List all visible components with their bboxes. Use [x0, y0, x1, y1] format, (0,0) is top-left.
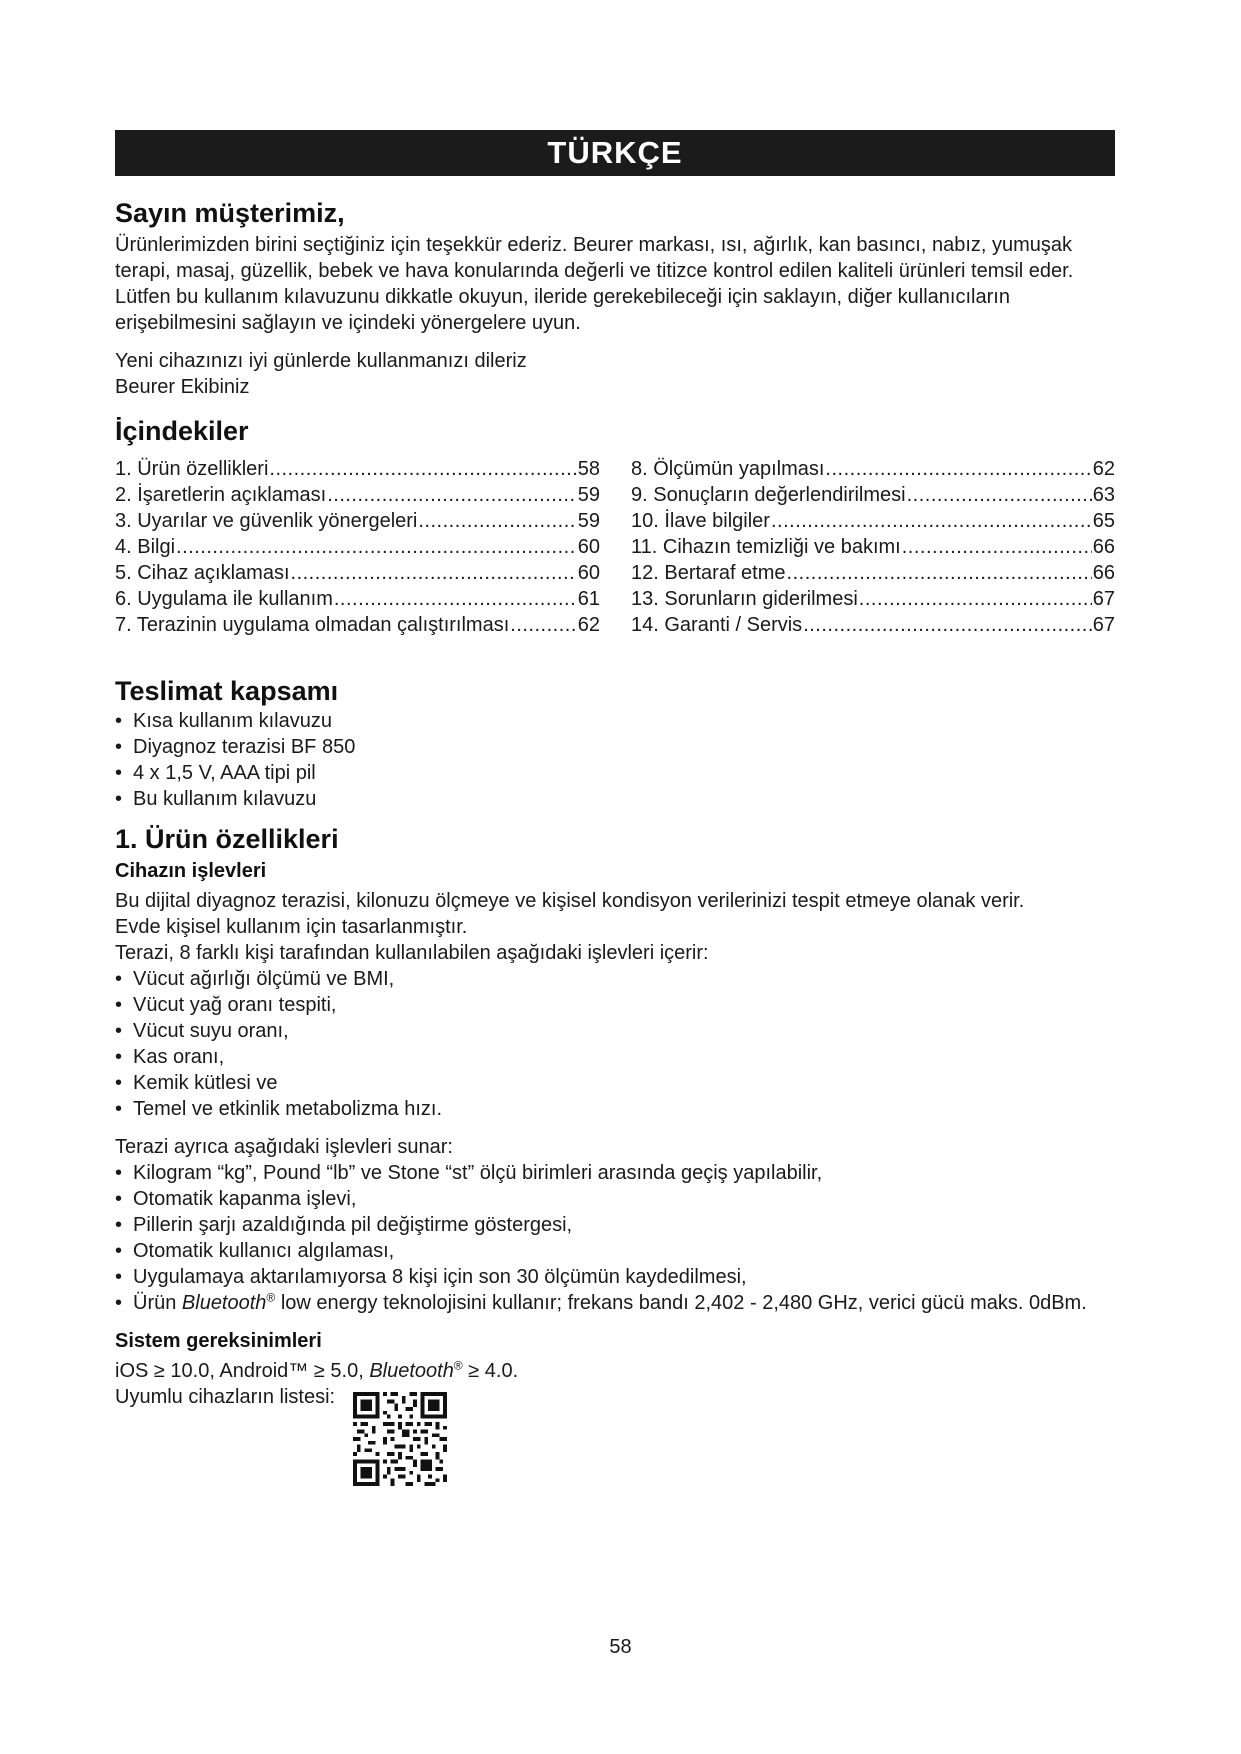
- functions-intro-1: Bu dijital diyagnoz terazisi, kilonuzu ölçmeye ve kişisel kondisyon verilerinizi tespit etmeye olanak verir.: [115, 890, 1025, 912]
- toc-entry[interactable]: [631, 560, 1115, 586]
- table-of-contents: [115, 456, 1115, 646]
- toc-entry[interactable]: [115, 508, 600, 534]
- toc-leader: [291, 560, 577, 586]
- section1-heading: 1. Ürün özellikleri: [115, 824, 339, 854]
- page-number: 58: [609, 1636, 632, 1658]
- toc-leader: [803, 612, 1092, 638]
- greeting-paragraph-2: Lütfen bu kullanım kılavuzunu dikkatle okuyun, ileride gerekebileceği için saklayın, diğer kullanıcıların erişebilmesini sağlayın ve içindeki yönergelere uyun.: [115, 286, 1010, 334]
- compatible-devices-row: [115, 1384, 1115, 1486]
- system-requirements-os: iOS ≥ 10.0, Android™ ≥ 5.0,: [115, 1360, 370, 1382]
- toc-entry[interactable]: [631, 586, 1115, 612]
- toc-leader: [334, 586, 577, 612]
- list-item: • Diyagnoz terazisi BF 850: [115, 734, 1115, 760]
- greeting-closing-2: Beurer Ekibiniz: [115, 376, 250, 398]
- toc-entry-title: 6. Uygulama ile kullanım: [115, 588, 333, 610]
- system-requirements-heading: Sistem gereksinimleri: [115, 1330, 322, 1352]
- toc-entry[interactable]: [115, 560, 600, 586]
- registered-mark: ®: [266, 1290, 276, 1305]
- delivery-list: [115, 708, 1115, 812]
- list-item: • Temel ve etkinlik metabolizma hızı.: [115, 1096, 1115, 1122]
- toc-entry-page: 59: [577, 510, 600, 532]
- list-item: • Otomatik kapanma işlevi,: [115, 1186, 1115, 1212]
- toc-entry-page: 62: [577, 614, 600, 636]
- toc-entry-title: 9. Sonuçların değerlendirilmesi: [631, 484, 906, 506]
- greeting-heading: Sayın müşterimiz,: [115, 198, 345, 228]
- toc-leader: [902, 534, 1092, 560]
- toc-entry[interactable]: [115, 612, 600, 638]
- delivery-heading: Teslimat kapsamı: [115, 676, 339, 706]
- toc-leader: [771, 508, 1092, 534]
- toc-entry[interactable]: [631, 534, 1115, 560]
- toc-leader: [859, 586, 1092, 612]
- toc-entry-page: 60: [577, 562, 600, 584]
- toc-leader: [510, 612, 576, 638]
- toc-left-column: [115, 456, 600, 638]
- bluetooth-name: Bluetooth: [369, 1360, 454, 1382]
- system-requirements-version: ≥ 4.0.: [462, 1360, 519, 1382]
- bluetooth-name: Bluetooth: [181, 1292, 267, 1314]
- toc-entry-page: 67: [1092, 588, 1115, 610]
- toc-entry-page: 62: [1092, 458, 1115, 480]
- qr-code-icon[interactable]: [353, 1392, 447, 1486]
- toc-entry-title: 14. Garanti / Servis: [631, 614, 803, 636]
- toc-entry-page: 58: [577, 458, 600, 480]
- toc-entry[interactable]: [115, 534, 600, 560]
- toc-entry-title: 12. Bertaraf etme: [631, 562, 786, 584]
- extra-functions-intro: Terazi ayrıca aşağıdaki işlevleri sunar:: [115, 1136, 453, 1158]
- toc-entry-title: 11. Cihazın temizliği ve bakımı: [631, 536, 901, 558]
- toc-entry-page: 65: [1092, 510, 1115, 532]
- toc-entry-title: 4. Bilgi: [115, 536, 176, 558]
- toc-entry-title: 2. İşaretlerin açıklaması: [115, 484, 327, 506]
- functions-intro-2: Evde kişisel kullanım için tasarlanmıştır.: [115, 916, 468, 938]
- toc-leader: [418, 508, 576, 534]
- toc-entry[interactable]: [631, 456, 1115, 482]
- toc-entry-page: 67: [1092, 614, 1115, 636]
- list-item: • Vücut yağ oranı tespiti,: [115, 992, 1115, 1018]
- list-item: • Kas oranı,: [115, 1044, 1115, 1070]
- list-item: • Uygulamaya aktarılamıyorsa 8 kişi için son 30 ölçümün kaydedilmesi,: [115, 1264, 1115, 1290]
- toc-entry-page: 66: [1092, 536, 1115, 558]
- toc-leader: [176, 534, 577, 560]
- functions-list: [115, 966, 1115, 1122]
- extra-functions-list: [115, 1160, 1115, 1316]
- toc-entry-page: 66: [1092, 562, 1115, 584]
- toc-entry-title: 3. Uyarılar ve güvenlik yönergeleri: [115, 510, 418, 532]
- toc-entry-title: 10. İlave bilgiler: [631, 510, 770, 532]
- toc-leader: [327, 482, 577, 508]
- toc-entry-page: 60: [577, 536, 600, 558]
- bluetooth-suffix: low energy teknolojisini kullanır; frekans bandı 2,402 - 2,480 GHz, verici gücü maks. 0dBm.: [275, 1292, 1087, 1314]
- toc-entry[interactable]: [115, 482, 600, 508]
- list-item: • Vücut suyu oranı,: [115, 1018, 1115, 1044]
- list-item: • Kilogram “kg”, Pound “lb” ve Stone “st” ölçü birimleri arasında geçiş yapılabilir,: [115, 1160, 1115, 1186]
- language-banner: TÜRKÇE: [115, 130, 1115, 176]
- toc-entry[interactable]: [631, 482, 1115, 508]
- greeting-paragraph-1: Ürünlerimizden birini seçtiğiniz için teşekkür ederiz. Beurer markası, ısı, ağırlık, kan basıncı, nabız, yumuşak terapi, masaj, güzellik, bebek ve hava konularında değerli ve titizce kontrol edilen kaliteli ürünleri temsil eder.: [115, 234, 1074, 282]
- list-item: • Vücut ağırlığı ölçümü ve BMI,: [115, 966, 1115, 992]
- toc-entry[interactable]: [115, 456, 600, 482]
- toc-entry-page: 59: [577, 484, 600, 506]
- toc-entry-title: 13. Sorunların giderilmesi: [631, 588, 858, 610]
- bluetooth-prefix: Ürün: [133, 1292, 182, 1314]
- toc-right-column: [631, 456, 1115, 638]
- registered-mark: ®: [453, 1358, 463, 1373]
- toc-entry-title: 8. Ölçümün yapılması: [631, 458, 825, 480]
- functions-intro-3: Terazi, 8 farklı kişi tarafından kullanılabilen aşağıdaki işlevleri içerir:: [115, 942, 709, 964]
- system-requirements-text: [115, 1358, 1115, 1384]
- list-item: • Otomatik kullanıcı algılaması,: [115, 1238, 1115, 1264]
- toc-leader: [907, 482, 1092, 508]
- toc-entry-page: 61: [577, 588, 600, 610]
- toc-leader: [269, 456, 576, 482]
- toc-entry-title: 7. Terazinin uygulama olmadan çalıştırılması: [115, 614, 510, 636]
- toc-entry[interactable]: [631, 612, 1115, 638]
- compatible-devices-label: Uyumlu cihazların listesi:: [115, 1386, 336, 1408]
- list-item: • Kısa kullanım kılavuzu: [115, 708, 1115, 734]
- page-content: [115, 196, 1115, 1486]
- toc-entry[interactable]: [631, 508, 1115, 534]
- toc-leader: [787, 560, 1092, 586]
- toc-entry-page: 63: [1092, 484, 1115, 506]
- toc-heading: İçindekiler: [115, 416, 249, 446]
- list-item: • Pillerin şarjı azaldığında pil değiştirme göstergesi,: [115, 1212, 1115, 1238]
- list-item: • Bu kullanım kılavuzu: [115, 786, 1115, 812]
- greeting-closing-1: Yeni cihazınızı iyi günlerde kullanmanızı dileriz: [115, 350, 527, 372]
- list-item: • 4 x 1,5 V, AAA tipi pil: [115, 760, 1115, 786]
- list-item: • Kemik kütlesi ve: [115, 1070, 1115, 1096]
- bluetooth-list-item: [115, 1290, 1115, 1316]
- toc-entry-title: 1. Ürün özellikleri: [115, 458, 269, 480]
- toc-entry[interactable]: [115, 586, 600, 612]
- functions-heading: Cihazın işlevleri: [115, 860, 267, 882]
- toc-leader: [825, 456, 1091, 482]
- toc-entry-title: 5. Cihaz açıklaması: [115, 562, 290, 584]
